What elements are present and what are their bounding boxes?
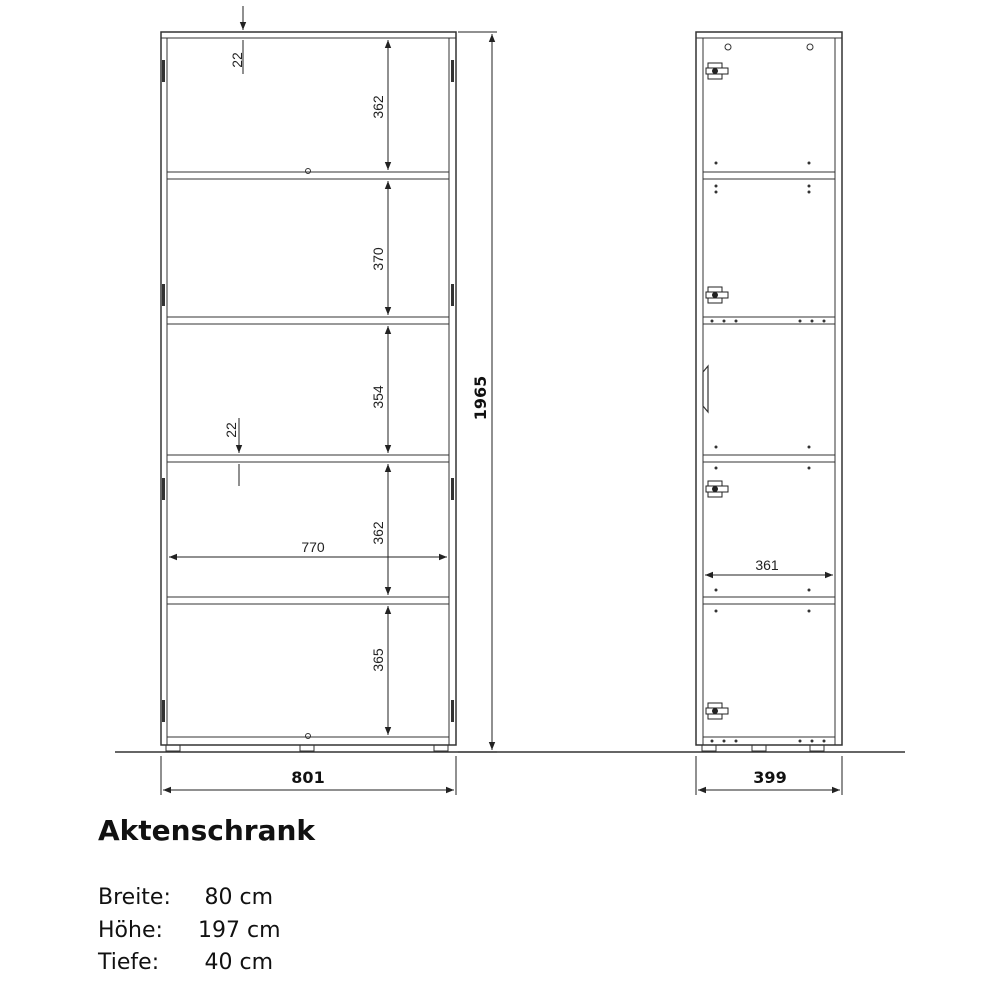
front-cabinet-outline [161, 32, 456, 745]
dim-compartment-3: 354 [370, 385, 386, 409]
side-cabinet-outline [696, 32, 842, 745]
dim-compartment-2: 370 [370, 247, 386, 271]
spec-value: 80 cm [204, 885, 273, 910]
dim-inner-depth: 361 [755, 557, 779, 573]
front-shelves [167, 172, 449, 737]
spec-width [98, 882, 273, 915]
spec-label: Tiefe: [98, 950, 160, 975]
side-shelves [703, 172, 835, 737]
dim-compartment-5: 365 [370, 648, 386, 672]
screw-icon [807, 44, 813, 50]
side-view [696, 32, 842, 751]
side-dimensions [696, 575, 842, 795]
spec-height [98, 915, 281, 948]
dim-total-width: 801 [291, 768, 325, 787]
hinges [706, 63, 728, 719]
dim-total-depth: 399 [753, 768, 787, 787]
front-feet [166, 745, 448, 751]
hinge-icon [706, 63, 728, 79]
door-knob [306, 169, 311, 174]
spec-value: 40 cm [204, 950, 273, 975]
side-foot [810, 745, 824, 751]
dim-compartment-4: 362 [370, 521, 386, 545]
dim-top-thickness: 22 [229, 52, 245, 68]
front-hinge-marks [162, 60, 454, 722]
dim-inner-width: 770 [301, 539, 325, 555]
door-knob [306, 734, 311, 739]
dim-compartment-1: 362 [370, 95, 386, 119]
spec-value: 197 cm [198, 917, 281, 943]
door-handle [703, 366, 708, 412]
spec-list [98, 882, 281, 980]
spec-depth [98, 947, 273, 980]
side-foot [752, 745, 766, 751]
side-foot [702, 745, 716, 751]
hinge-icon [706, 287, 728, 303]
spec-label: Höhe: [98, 917, 163, 943]
product-title: Aktenschrank [98, 814, 316, 847]
hinge-icon [706, 481, 728, 497]
hinge-icon [706, 703, 728, 719]
shelf-support-dots [711, 162, 826, 743]
front-dimension-labels [223, 52, 490, 787]
dim-total-height: 1965 [471, 375, 490, 421]
front-dimensions [161, 6, 497, 795]
front-view [161, 32, 456, 751]
screw-icon [725, 44, 731, 50]
spec-label: Breite: [98, 885, 171, 910]
dim-shelf-thickness: 22 [223, 422, 239, 438]
